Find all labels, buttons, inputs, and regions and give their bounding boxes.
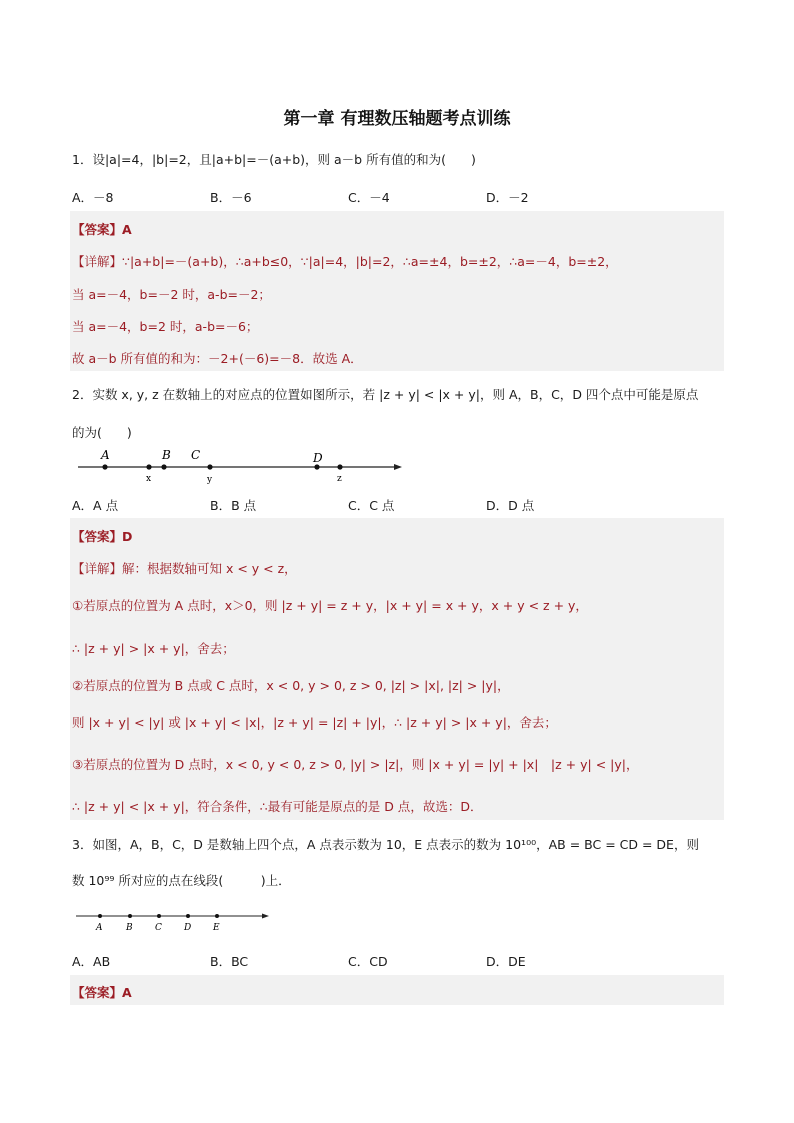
q2-detail-line: ∴ |z + y| > |x + y|，舍去； [72, 641, 235, 656]
axis-point [161, 464, 166, 469]
q1-detail-line: 故 a－b 所有值的和为：－2+(－6)=－8．故选 A． [72, 351, 363, 366]
axis-point [146, 464, 151, 469]
axis-label-a: A [101, 448, 110, 462]
q2-detail-line: ∴ |z + y| < |x + y|，符合条件，∴最有可能是原点的是 D 点，故选：D． [72, 799, 483, 814]
q1-option-a: A．－8 [72, 190, 114, 205]
axis-label-c: C [155, 923, 162, 933]
q2-stem-continued: 的为( ) [72, 425, 132, 440]
q2-stem: 2．实数 x, y, z 在数轴上的对应点的位置如图所示，若 |z + y| < |x + y|，则 A，B，C，D 四个点中可能是原点 [72, 387, 699, 402]
axis-label-b: B [162, 448, 171, 462]
axis-label-d: D [184, 923, 192, 933]
axis-label-e: E [213, 923, 220, 933]
q1-answer: 【答案】A [72, 222, 132, 237]
axis-label-x: x [146, 474, 152, 484]
axis-point [98, 914, 102, 918]
q3-answer: 【答案】A [72, 985, 132, 1000]
axis-point [128, 914, 132, 918]
axis-point [215, 914, 219, 918]
q2-option-c: C．C 点 [348, 498, 395, 513]
q2-answer: 【答案】D [72, 529, 133, 544]
q2-detail-line: ①若原点的位置为 A 点时，x＞0，则 |z + y| = z + y，|x + y| = x + y，x + y < z + y， [72, 598, 588, 613]
q2-number-line-figure [72, 444, 412, 488]
axis-point [186, 914, 190, 918]
axis-label-z: z [337, 474, 342, 484]
axis-point [157, 914, 161, 918]
axis-label-b: B [126, 923, 133, 933]
q3-option-d: D．DE [486, 954, 526, 969]
q1-stem: 1．设|a|=4，|b|=2，且|a+b|=－(a+b)，则 a－b 所有值的和为( ) [72, 152, 476, 167]
q3-number-line-figure [72, 906, 277, 934]
axis-label-c: C [191, 448, 201, 462]
q3-option-b: B．BC [210, 954, 249, 969]
axis-point [314, 464, 319, 469]
axis-point [337, 464, 342, 469]
q1-option-c: C．－4 [348, 190, 390, 205]
q2-option-d: D．D 点 [486, 498, 535, 513]
axis-point [102, 464, 107, 469]
q2-option-b: B．B 点 [210, 498, 257, 513]
q3-stem-continued: 数 10⁹⁹ 所对应的点在线段( )上． [72, 873, 291, 888]
axis-point [207, 464, 212, 469]
q2-detail-line: 【详解】解：根据数轴可知 x < y < z， [72, 561, 297, 576]
page-title: 第一章 有理数压轴题考点训练 [283, 109, 511, 129]
q1-detail-line: 当 a=－4，b=2 时，a-b=－6； [72, 319, 259, 334]
axis-label-y: y [207, 475, 213, 485]
q3-option-c: C．CD [348, 954, 388, 969]
axis-arrow-icon [262, 914, 269, 919]
q3-option-a: A．AB [72, 954, 111, 969]
q1-detail-line: 【详解】∵|a+b|=－(a+b)，∴a+b≤0，∵|a|=4，|b|=2，∴a=±4，b=±2，∴a=－4，b=±2， [72, 254, 618, 269]
q2-detail-line: ③若原点的位置为 D 点时，x < 0, y < 0, z > 0, |y| > |z|，则 |x + y| = |y| + |x| |z + y| < |y|， [72, 757, 639, 772]
axis-arrow-icon [394, 464, 402, 470]
q1-option-b: B．－6 [210, 190, 252, 205]
q1-detail-line: 当 a=－4，b=－2 时，a-b=－2； [72, 287, 271, 302]
q2-detail-line: ②若原点的位置为 B 点或 C 点时，x < 0, y > 0, z > 0, |z| > |x|, |z| > |y|， [72, 678, 510, 693]
q2-option-a: A．A 点 [72, 498, 119, 513]
q1-option-d: D．－2 [486, 190, 529, 205]
q3-stem: 3．如图，A，B，C，D 是数轴上四个点，A 点表示数为 10，E 点表示的数为 10¹⁰⁰，AB = BC = CD = DE，则 [72, 837, 699, 852]
q2-detail-line: 则 |x + y| < |y| 或 |x + y| < |x|，|z + y| = |z| + |y|，∴ |z + y| > |x + y|，舍去； [72, 715, 557, 730]
axis-label-a: A [96, 923, 103, 933]
axis-label-d: D [313, 451, 323, 465]
q3-solution-box [70, 975, 724, 1005]
